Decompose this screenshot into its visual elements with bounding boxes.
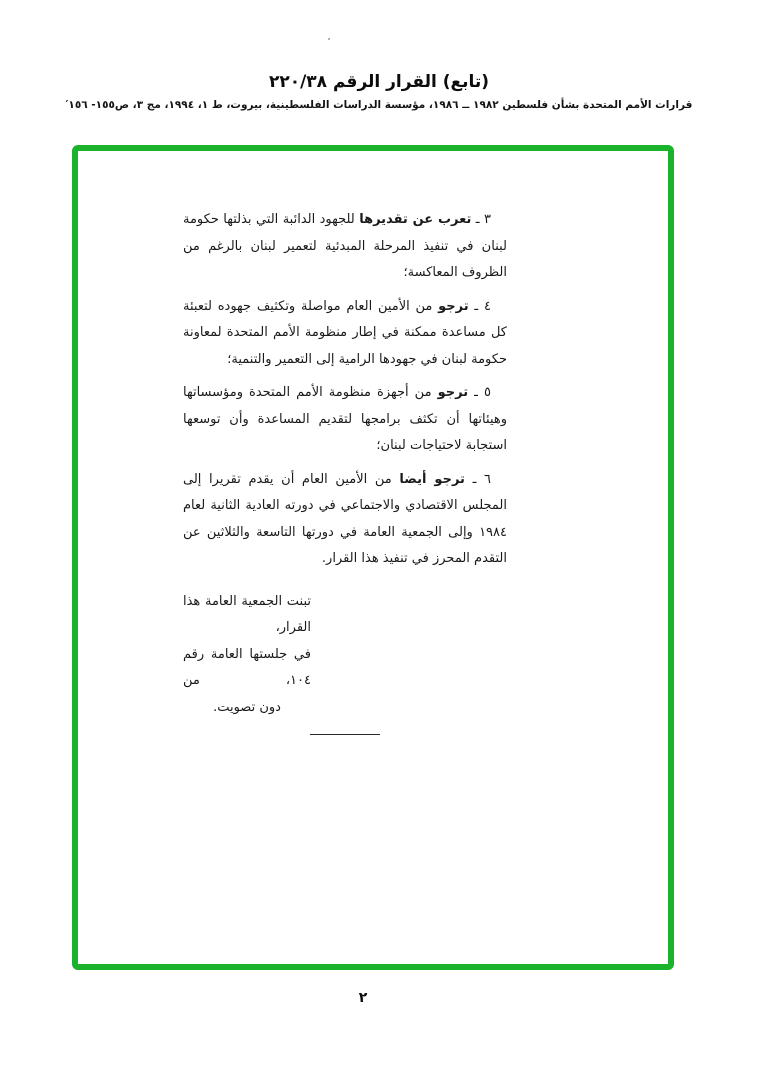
adoption-note-line: في جلستها العامة رقم ١٠٤، من xyxy=(183,646,311,688)
paragraph-body: من الأمين العام مواصلة وتكثيف جهوده لتعبئة كل مساعدة ممكنة في إطار منظومة الأمم المتحدة لمعاونة حكومة لبنان في جهودها الرامية إلى التعمير والتنمية؛ xyxy=(183,298,507,367)
paragraph-lead-bold: ترجو xyxy=(438,298,469,314)
source-citation-line: قرارات الأمم المتحدة بشأن فلسطين ١٩٨٢ ــ ١٩٨٦، مؤسسة الدراسات الفلسطينية، بيروت، ط ١، ١٩٩٤، مج ٣، ص١٥٥- ١٥٦′ xyxy=(65,99,693,111)
adoption-note-line: دون تصويت. xyxy=(213,699,281,715)
resolution-paragraph-5 xyxy=(183,380,507,460)
paragraph-body: للجهود الدائبة التي بذلتها حكومة لبنان في تنفيذ المرحلة المبدئية لتعمير لبنان بالرغم من الظروف المعاكسة؛ xyxy=(183,212,507,280)
paragraph-dash: ـ xyxy=(474,385,478,400)
adoption-note-line: تبنت الجمعية العامة هذا القرار، xyxy=(183,593,311,635)
resolution-paragraph-3 xyxy=(183,207,507,287)
resolution-paragraph-4 xyxy=(183,294,507,374)
paragraph-body: من أجهزة منظومة الأمم المتحدة ومؤسساتها وهيئاتها أن تكثف برامجها لتقديم المساعدة وأن توسعها استجابة لاحتياجات لبنان؛ xyxy=(183,385,507,453)
document-header xyxy=(0,72,758,111)
paragraph-dash: ـ xyxy=(475,212,480,227)
paragraph-lead-bold: تعرب عن تقديرها xyxy=(359,212,472,227)
paragraph-dash: ـ xyxy=(472,471,477,487)
paragraph-lead-bold: ترجو أيضا xyxy=(399,471,465,487)
paragraph-dash: ـ xyxy=(474,298,479,314)
adoption-note xyxy=(183,589,311,722)
resolution-text-block xyxy=(183,207,507,735)
paragraph-number: ٤ xyxy=(484,298,491,314)
paragraph-number: ٦ xyxy=(484,471,491,487)
resolution-title: (تابع) القرار الرقم ٢٢٠/٣٨ xyxy=(268,72,490,92)
scan-artifact-dot xyxy=(328,38,330,40)
paragraph-lead-bold: ترجو xyxy=(437,385,469,400)
paragraph-number: ٣ xyxy=(484,212,492,227)
end-divider xyxy=(310,734,380,735)
resolution-paragraph-6 xyxy=(183,467,507,573)
page-number: ٢ xyxy=(358,990,368,1006)
paragraph-body: من الأمين العام أن يقدم تقريرا إلى المجلس الاقتصادي والاجتماعي في دورته العادية الثانية لعام ١٩٨٤ وإلى الجمعية العامة في دورتها التاسعة والثلاثين عن التقدم المحرز في تنفيذ هذا القرار. xyxy=(183,471,507,566)
paragraph-number: ٥ xyxy=(484,385,491,400)
